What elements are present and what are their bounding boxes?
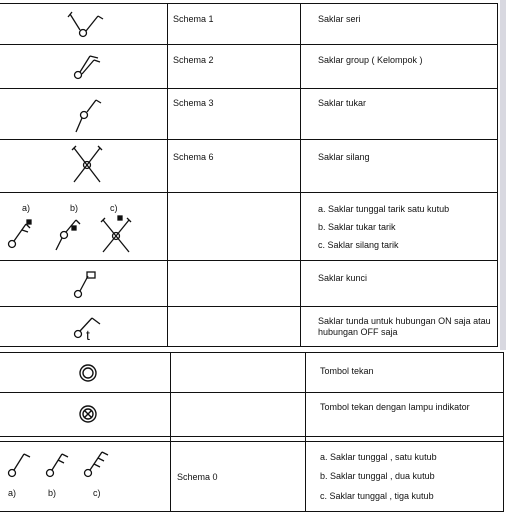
row-divider [0,352,504,353]
scheme-label: Schema 2 [173,55,214,65]
symbol-description: Saklar tukar [318,98,367,108]
row-divider [0,306,498,307]
symbol-description: Saklar tunda untuk hubungan ON saja atau hubungan OFF saja [318,316,491,337]
symbol-description: a. Saklar tunggal tarik satu kutub [318,204,450,214]
variant-label: b) [48,488,57,498]
variant-label: a) [22,203,31,213]
saklar-seri-icon [60,8,110,42]
variant-label: c) [110,203,118,213]
symbol-description: a. Saklar tunggal , satu kutub [320,452,437,462]
row-divider [0,88,498,89]
page-edge-shadow [500,0,506,350]
saklar-tunda-icon [70,312,110,344]
symbol-description: Tombol tekan [320,366,374,376]
column-divider [305,352,306,511]
saklar-kunci-icon [70,268,104,302]
svg-text:t: t [86,327,90,343]
row-divider [0,192,498,193]
variant-label: c) [93,488,101,498]
saklar-tukar-icon [68,94,108,136]
scheme-label: Schema 6 [173,152,214,162]
symbol-description: Saklar silang [318,152,370,162]
column-divider [167,3,168,346]
table-border-right [503,352,504,511]
symbol-description: Tombol tekan dengan lampu indikator [320,402,470,412]
symbol-description: Saklar kunci [318,273,368,283]
symbol-description: b. Saklar tunggal , dua kutub [320,471,435,481]
row-divider [0,346,498,347]
saklar-tunggal-a-icon [4,448,34,482]
scheme-label: Schema 1 [173,14,214,24]
saklar-tarik-b-icon [52,216,86,254]
column-divider [300,3,301,346]
table-border-bottom [0,511,504,512]
symbol-description: Saklar group ( Kelompok ) [318,55,423,65]
row-divider [0,392,504,393]
row-divider [0,139,498,140]
tombol-lampu-icon [77,403,99,425]
saklar-tunggal-c-icon [80,446,112,482]
saklar-silang-icon [66,144,108,188]
saklar-tunggal-b-icon [42,448,72,482]
scheme-label: Schema 3 [173,98,214,108]
saklar-group-icon [68,50,108,84]
scheme-label: Schema 0 [177,472,218,482]
saklar-tarik-c-icon [96,214,136,256]
row-divider [0,441,504,442]
symbol-description: b. Saklar tukar tarik [318,222,396,232]
table-border-top [0,3,498,4]
variant-label: a) [8,488,17,498]
row-divider [0,436,504,437]
table-border-right [497,3,498,346]
saklar-tarik-a-icon [4,216,38,254]
tombol-tekan-icon [77,362,99,384]
symbol-description: Saklar seri [318,14,361,24]
symbol-description: c. Saklar tunggal , tiga kutub [320,491,434,501]
row-divider [0,44,498,45]
variant-label: b) [70,203,79,213]
column-divider [170,352,171,511]
row-divider [0,260,498,261]
symbol-description: c. Saklar silang tarik [318,240,399,250]
